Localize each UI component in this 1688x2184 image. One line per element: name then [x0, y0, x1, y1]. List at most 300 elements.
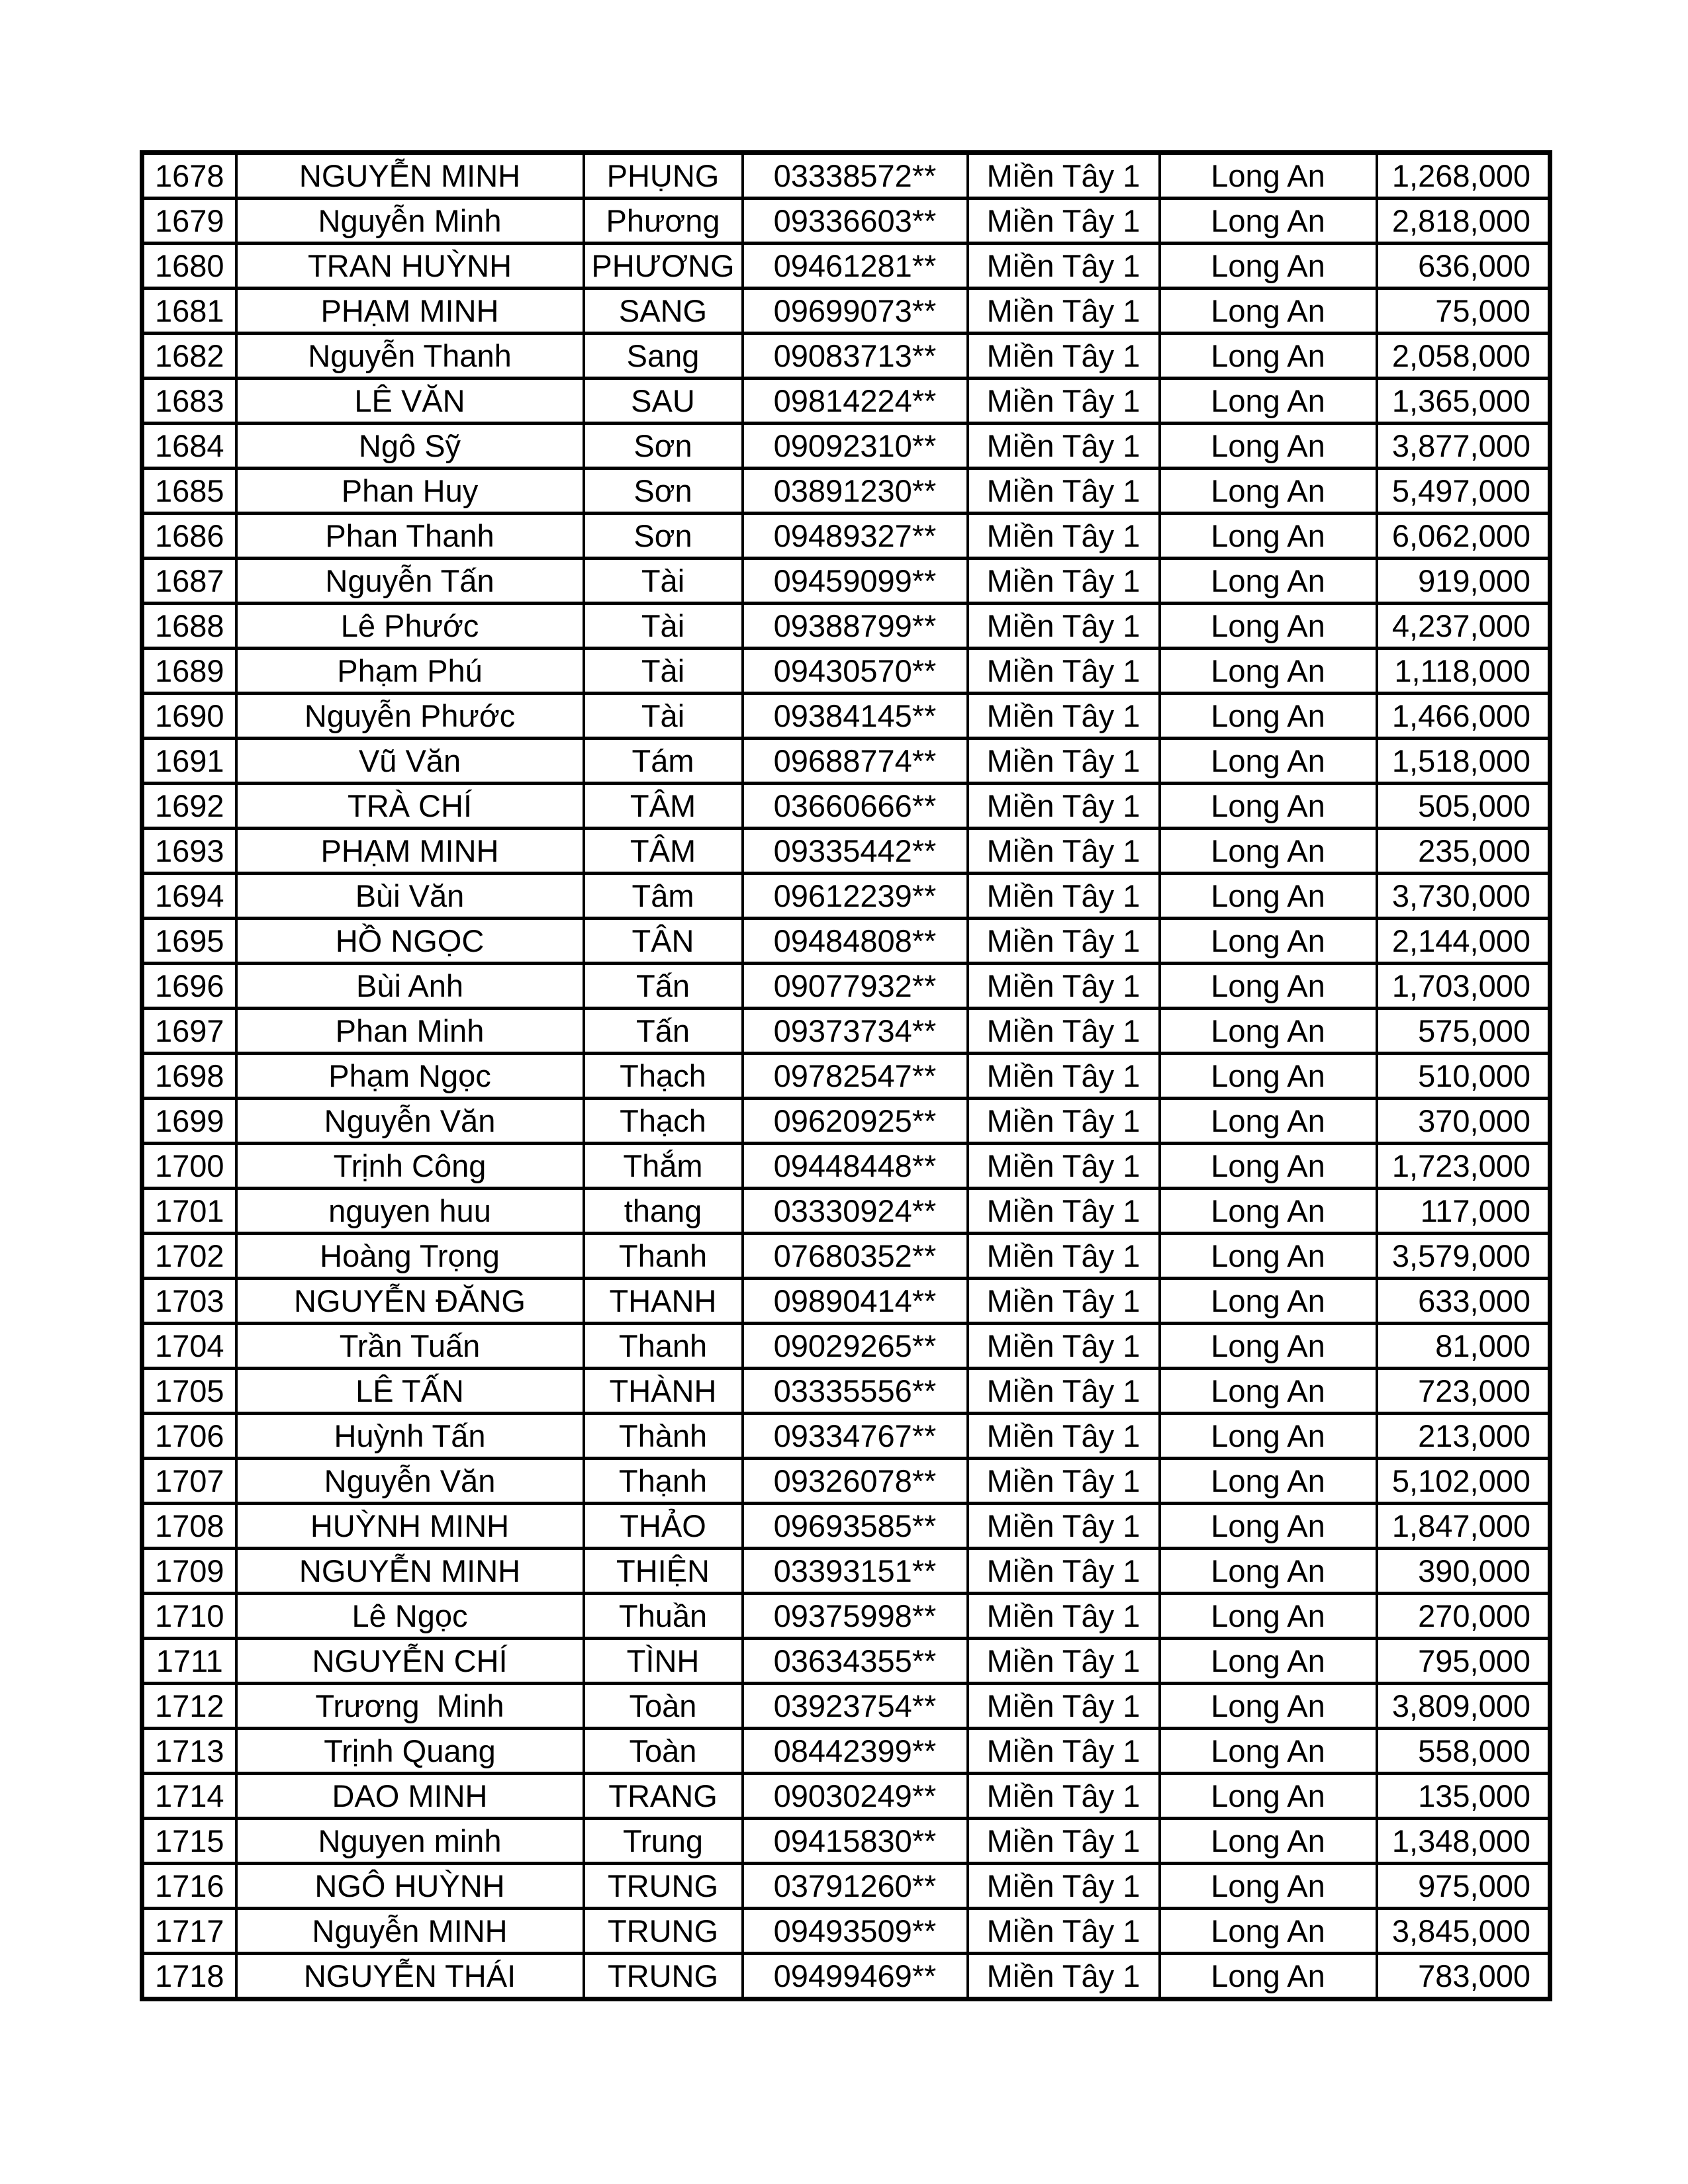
cell-first-name: Phan Thanh [236, 514, 584, 559]
cell-region: Miền Tây 1 [968, 694, 1160, 739]
cell-province: Long An [1160, 199, 1377, 244]
cell-last-name: Thuần [584, 1594, 743, 1639]
cell-region: Miền Tây 1 [968, 1819, 1160, 1864]
cell-first-name: NGUYỄN THÁI [236, 1954, 584, 1999]
cell-phone: 03660666** [743, 784, 968, 829]
cell-province: Long An [1160, 379, 1377, 424]
cell-phone: 09620925** [743, 1099, 968, 1144]
cell-region: Miền Tây 1 [968, 604, 1160, 649]
table-row [142, 694, 1550, 739]
cell-amount: 81,000 [1377, 1324, 1550, 1369]
table-row [142, 1639, 1550, 1684]
cell-province: Long An [1160, 1459, 1377, 1504]
cell-last-name: Sang [584, 334, 743, 379]
cell-id: 1684 [142, 424, 236, 469]
cell-region: Miền Tây 1 [968, 1684, 1160, 1729]
cell-region: Miền Tây 1 [968, 199, 1160, 244]
cell-province: Long An [1160, 1234, 1377, 1279]
cell-phone: 09326078** [743, 1459, 968, 1504]
cell-province: Long An [1160, 469, 1377, 514]
cell-phone: 09335442** [743, 829, 968, 874]
cell-amount: 795,000 [1377, 1639, 1550, 1684]
cell-first-name: Hoàng Trọng [236, 1234, 584, 1279]
cell-region: Miền Tây 1 [968, 1054, 1160, 1099]
cell-id: 1696 [142, 964, 236, 1009]
cell-id: 1689 [142, 649, 236, 694]
cell-phone: 09693585** [743, 1504, 968, 1549]
cell-region: Miền Tây 1 [968, 1324, 1160, 1369]
cell-phone: 09375998** [743, 1594, 968, 1639]
cell-region: Miền Tây 1 [968, 514, 1160, 559]
cell-amount: 558,000 [1377, 1729, 1550, 1774]
cell-amount: 1,365,000 [1377, 379, 1550, 424]
cell-last-name: Trung [584, 1819, 743, 1864]
cell-amount: 919,000 [1377, 559, 1550, 604]
cell-id: 1685 [142, 469, 236, 514]
cell-last-name: Toàn [584, 1684, 743, 1729]
cell-province: Long An [1160, 604, 1377, 649]
cell-region: Miền Tây 1 [968, 559, 1160, 604]
cell-region: Miền Tây 1 [968, 379, 1160, 424]
cell-id: 1679 [142, 199, 236, 244]
table-row [142, 874, 1550, 919]
cell-last-name: Thạch [584, 1099, 743, 1144]
cell-region: Miền Tây 1 [968, 1504, 1160, 1549]
cell-amount: 1,268,000 [1377, 153, 1550, 199]
cell-last-name: TRUNG [584, 1954, 743, 1999]
member-table-body [142, 153, 1550, 1999]
cell-last-name: thang [584, 1189, 743, 1234]
table-row [142, 1279, 1550, 1324]
table-row [142, 1909, 1550, 1954]
cell-amount: 636,000 [1377, 244, 1550, 289]
cell-first-name: Lê Ngọc [236, 1594, 584, 1639]
cell-amount: 2,058,000 [1377, 334, 1550, 379]
cell-id: 1711 [142, 1639, 236, 1684]
cell-province: Long An [1160, 1009, 1377, 1054]
cell-phone: 09336603** [743, 199, 968, 244]
cell-province: Long An [1160, 1684, 1377, 1729]
cell-province: Long An [1160, 1099, 1377, 1144]
cell-first-name: Nguyễn Văn [236, 1459, 584, 1504]
cell-first-name: Phan Huy [236, 469, 584, 514]
cell-province: Long An [1160, 739, 1377, 784]
cell-last-name: Thanh [584, 1324, 743, 1369]
cell-phone: 09388799** [743, 604, 968, 649]
cell-amount: 1,703,000 [1377, 964, 1550, 1009]
cell-province: Long An [1160, 1144, 1377, 1189]
cell-first-name: NGUYỄN MINH [236, 1549, 584, 1594]
cell-first-name: PHẠM MINH [236, 829, 584, 874]
cell-first-name: Trịnh Quang [236, 1729, 584, 1774]
cell-province: Long An [1160, 1864, 1377, 1909]
cell-first-name: Ngô Sỹ [236, 424, 584, 469]
cell-region: Miền Tây 1 [968, 1909, 1160, 1954]
cell-last-name: Thanh [584, 1234, 743, 1279]
cell-province: Long An [1160, 1774, 1377, 1819]
cell-id: 1694 [142, 874, 236, 919]
table-row [142, 1414, 1550, 1459]
cell-amount: 783,000 [1377, 1954, 1550, 1999]
cell-last-name: Tấn [584, 964, 743, 1009]
cell-province: Long An [1160, 1909, 1377, 1954]
cell-amount: 135,000 [1377, 1774, 1550, 1819]
table-row [142, 1369, 1550, 1414]
cell-id: 1700 [142, 1144, 236, 1189]
cell-id: 1702 [142, 1234, 236, 1279]
cell-amount: 723,000 [1377, 1369, 1550, 1414]
cell-phone: 03393151** [743, 1549, 968, 1594]
cell-last-name: SANG [584, 289, 743, 334]
cell-region: Miền Tây 1 [968, 964, 1160, 1009]
table-row [142, 424, 1550, 469]
cell-first-name: Bùi Anh [236, 964, 584, 1009]
cell-province: Long An [1160, 289, 1377, 334]
cell-first-name: Vũ Văn [236, 739, 584, 784]
cell-first-name: Lê Phước [236, 604, 584, 649]
cell-id: 1705 [142, 1369, 236, 1414]
cell-region: Miền Tây 1 [968, 919, 1160, 964]
cell-region: Miền Tây 1 [968, 1864, 1160, 1909]
cell-amount: 390,000 [1377, 1549, 1550, 1594]
cell-last-name: THIỆN [584, 1549, 743, 1594]
cell-last-name: Thạch [584, 1054, 743, 1099]
cell-last-name: TRUNG [584, 1864, 743, 1909]
table-row [142, 829, 1550, 874]
cell-province: Long An [1160, 424, 1377, 469]
cell-last-name: Sơn [584, 424, 743, 469]
cell-amount: 270,000 [1377, 1594, 1550, 1639]
cell-region: Miền Tây 1 [968, 1009, 1160, 1054]
cell-province: Long An [1160, 649, 1377, 694]
cell-id: 1714 [142, 1774, 236, 1819]
table-row [142, 1054, 1550, 1099]
cell-last-name: PHƯƠNG [584, 244, 743, 289]
cell-phone: 09030249** [743, 1774, 968, 1819]
table-row [142, 153, 1550, 199]
cell-last-name: Toàn [584, 1729, 743, 1774]
cell-id: 1688 [142, 604, 236, 649]
cell-amount: 235,000 [1377, 829, 1550, 874]
cell-amount: 3,579,000 [1377, 1234, 1550, 1279]
cell-first-name: NGÔ HUỲNH [236, 1864, 584, 1909]
cell-province: Long An [1160, 784, 1377, 829]
cell-region: Miền Tây 1 [968, 1189, 1160, 1234]
cell-first-name: NGUYỄN ĐĂNG [236, 1279, 584, 1324]
table-row [142, 514, 1550, 559]
cell-first-name: Nguyễn Văn [236, 1099, 584, 1144]
table-row [142, 784, 1550, 829]
cell-id: 1701 [142, 1189, 236, 1234]
table-row [142, 1009, 1550, 1054]
cell-phone: 09373734** [743, 1009, 968, 1054]
cell-last-name: TÌNH [584, 1639, 743, 1684]
cell-region: Miền Tây 1 [968, 649, 1160, 694]
cell-id: 1718 [142, 1954, 236, 1999]
cell-last-name: Tám [584, 739, 743, 784]
table-row [142, 1729, 1550, 1774]
table-row [142, 1819, 1550, 1864]
cell-first-name: Trương Minh [236, 1684, 584, 1729]
cell-last-name: Thành [584, 1414, 743, 1459]
cell-amount: 2,818,000 [1377, 199, 1550, 244]
table-row [142, 964, 1550, 1009]
cell-region: Miền Tây 1 [968, 784, 1160, 829]
cell-region: Miền Tây 1 [968, 469, 1160, 514]
cell-amount: 117,000 [1377, 1189, 1550, 1234]
cell-region: Miền Tây 1 [968, 1414, 1160, 1459]
table-row [142, 379, 1550, 424]
cell-first-name: HUỲNH MINH [236, 1504, 584, 1549]
cell-id: 1706 [142, 1414, 236, 1459]
cell-first-name: TRÀ CHÍ [236, 784, 584, 829]
cell-last-name: Tài [584, 559, 743, 604]
cell-first-name: LÊ VĂN [236, 379, 584, 424]
cell-first-name: HỒ NGỌC [236, 919, 584, 964]
cell-province: Long An [1160, 559, 1377, 604]
cell-id: 1683 [142, 379, 236, 424]
cell-amount: 75,000 [1377, 289, 1550, 334]
cell-id: 1699 [142, 1099, 236, 1144]
cell-amount: 505,000 [1377, 784, 1550, 829]
cell-id: 1715 [142, 1819, 236, 1864]
cell-first-name: Nguyễn Tấn [236, 559, 584, 604]
cell-region: Miền Tây 1 [968, 1549, 1160, 1594]
cell-province: Long An [1160, 334, 1377, 379]
cell-phone: 09083713** [743, 334, 968, 379]
cell-last-name: THANH [584, 1279, 743, 1324]
cell-id: 1691 [142, 739, 236, 784]
cell-region: Miền Tây 1 [968, 1954, 1160, 1999]
cell-first-name: Trần Tuấn [236, 1324, 584, 1369]
cell-province: Long An [1160, 694, 1377, 739]
cell-amount: 3,809,000 [1377, 1684, 1550, 1729]
cell-phone: 09699073** [743, 289, 968, 334]
cell-first-name: NGUYỄN CHÍ [236, 1639, 584, 1684]
table-row [142, 1144, 1550, 1189]
cell-first-name: LÊ TẤN [236, 1369, 584, 1414]
cell-region: Miền Tây 1 [968, 1774, 1160, 1819]
cell-last-name: TÂM [584, 784, 743, 829]
cell-province: Long An [1160, 1594, 1377, 1639]
cell-province: Long An [1160, 1279, 1377, 1324]
cell-last-name: THÀNH [584, 1369, 743, 1414]
cell-first-name: Nguyễn Thanh [236, 334, 584, 379]
cell-id: 1687 [142, 559, 236, 604]
cell-phone: 09430570** [743, 649, 968, 694]
table-row [142, 604, 1550, 649]
cell-phone: 09077932** [743, 964, 968, 1009]
cell-first-name: Bùi Văn [236, 874, 584, 919]
cell-region: Miền Tây 1 [968, 334, 1160, 379]
cell-last-name: Tài [584, 694, 743, 739]
cell-phone: 09334767** [743, 1414, 968, 1459]
cell-amount: 975,000 [1377, 1864, 1550, 1909]
cell-id: 1690 [142, 694, 236, 739]
cell-first-name: Nguyễn Minh [236, 199, 584, 244]
cell-first-name: Nguyen minh [236, 1819, 584, 1864]
cell-id: 1707 [142, 1459, 236, 1504]
cell-last-name: TÂN [584, 919, 743, 964]
cell-id: 1713 [142, 1729, 236, 1774]
cell-first-name: Phạm Ngọc [236, 1054, 584, 1099]
cell-first-name: PHẠM MINH [236, 289, 584, 334]
cell-region: Miền Tây 1 [968, 874, 1160, 919]
cell-phone: 03791260** [743, 1864, 968, 1909]
cell-id: 1692 [142, 784, 236, 829]
table-row [142, 1324, 1550, 1369]
cell-phone: 09461281** [743, 244, 968, 289]
cell-province: Long An [1160, 1819, 1377, 1864]
table-row [142, 199, 1550, 244]
cell-amount: 3,730,000 [1377, 874, 1550, 919]
cell-province: Long An [1160, 244, 1377, 289]
cell-amount: 213,000 [1377, 1414, 1550, 1459]
cell-first-name: DAO MINH [236, 1774, 584, 1819]
table-row [142, 1594, 1550, 1639]
table-row [142, 1549, 1550, 1594]
cell-amount: 575,000 [1377, 1009, 1550, 1054]
table-row [142, 559, 1550, 604]
cell-phone: 09493509** [743, 1909, 968, 1954]
table-row [142, 244, 1550, 289]
table-row [142, 1684, 1550, 1729]
table-row [142, 1774, 1550, 1819]
cell-province: Long An [1160, 1549, 1377, 1594]
cell-last-name: Tấn [584, 1009, 743, 1054]
cell-last-name: SAU [584, 379, 743, 424]
cell-phone: 03891230** [743, 469, 968, 514]
cell-amount: 1,847,000 [1377, 1504, 1550, 1549]
table-row [142, 1864, 1550, 1909]
cell-amount: 370,000 [1377, 1099, 1550, 1144]
cell-phone: 03330924** [743, 1189, 968, 1234]
cell-last-name: Tâm [584, 874, 743, 919]
cell-id: 1708 [142, 1504, 236, 1549]
cell-last-name: Phương [584, 199, 743, 244]
cell-id: 1693 [142, 829, 236, 874]
cell-id: 1712 [142, 1684, 236, 1729]
cell-province: Long An [1160, 874, 1377, 919]
cell-region: Miền Tây 1 [968, 829, 1160, 874]
cell-province: Long An [1160, 964, 1377, 1009]
cell-phone: 09459099** [743, 559, 968, 604]
cell-phone: 03338572** [743, 153, 968, 199]
cell-phone: 09448448** [743, 1144, 968, 1189]
cell-region: Miền Tây 1 [968, 153, 1160, 199]
cell-phone: 03335556** [743, 1369, 968, 1414]
cell-last-name: Thắm [584, 1144, 743, 1189]
cell-region: Miền Tây 1 [968, 244, 1160, 289]
cell-amount: 1,518,000 [1377, 739, 1550, 784]
cell-phone: 07680352** [743, 1234, 968, 1279]
cell-phone: 09092310** [743, 424, 968, 469]
cell-province: Long An [1160, 1954, 1377, 1999]
cell-province: Long An [1160, 1054, 1377, 1099]
cell-province: Long An [1160, 919, 1377, 964]
cell-phone: 03923754** [743, 1684, 968, 1729]
cell-last-name: Sơn [584, 514, 743, 559]
cell-region: Miền Tây 1 [968, 1279, 1160, 1324]
cell-first-name: Phạm Phú [236, 649, 584, 694]
cell-first-name: NGUYỄN MINH [236, 153, 584, 199]
cell-id: 1686 [142, 514, 236, 559]
cell-id: 1698 [142, 1054, 236, 1099]
cell-id: 1716 [142, 1864, 236, 1909]
table-row [142, 1189, 1550, 1234]
cell-region: Miền Tây 1 [968, 1594, 1160, 1639]
cell-region: Miền Tây 1 [968, 424, 1160, 469]
table-row [142, 919, 1550, 964]
cell-region: Miền Tây 1 [968, 1459, 1160, 1504]
table-row [142, 289, 1550, 334]
cell-region: Miền Tây 1 [968, 1369, 1160, 1414]
cell-first-name: Trịnh Công [236, 1144, 584, 1189]
cell-phone: 09688774** [743, 739, 968, 784]
cell-phone: 09612239** [743, 874, 968, 919]
cell-id: 1682 [142, 334, 236, 379]
cell-region: Miền Tây 1 [968, 1144, 1160, 1189]
cell-region: Miền Tây 1 [968, 289, 1160, 334]
cell-first-name: Nguyễn MINH [236, 1909, 584, 1954]
cell-amount: 1,348,000 [1377, 1819, 1550, 1864]
cell-id: 1717 [142, 1909, 236, 1954]
table-row [142, 1234, 1550, 1279]
cell-phone: 09484808** [743, 919, 968, 964]
table-row [142, 1459, 1550, 1504]
cell-amount: 3,877,000 [1377, 424, 1550, 469]
cell-amount: 5,102,000 [1377, 1459, 1550, 1504]
member-table [140, 150, 1552, 2001]
cell-province: Long An [1160, 1504, 1377, 1549]
cell-amount: 1,118,000 [1377, 649, 1550, 694]
table-row [142, 649, 1550, 694]
cell-province: Long An [1160, 1414, 1377, 1459]
cell-amount: 1,466,000 [1377, 694, 1550, 739]
cell-last-name: Tài [584, 604, 743, 649]
cell-id: 1703 [142, 1279, 236, 1324]
cell-province: Long An [1160, 1369, 1377, 1414]
cell-first-name: Nguyễn Phước [236, 694, 584, 739]
cell-phone: 09029265** [743, 1324, 968, 1369]
cell-id: 1680 [142, 244, 236, 289]
table-row [142, 1504, 1550, 1549]
cell-last-name: Tài [584, 649, 743, 694]
cell-id: 1710 [142, 1594, 236, 1639]
table-row [142, 469, 1550, 514]
cell-last-name: TRANG [584, 1774, 743, 1819]
cell-id: 1678 [142, 153, 236, 199]
cell-province: Long An [1160, 829, 1377, 874]
cell-province: Long An [1160, 1189, 1377, 1234]
cell-last-name: THẢO [584, 1504, 743, 1549]
table-row [142, 739, 1550, 784]
cell-id: 1709 [142, 1549, 236, 1594]
cell-region: Miền Tây 1 [968, 1729, 1160, 1774]
cell-region: Miền Tây 1 [968, 1099, 1160, 1144]
cell-province: Long An [1160, 1639, 1377, 1684]
cell-phone: 09415830** [743, 1819, 968, 1864]
cell-amount: 5,497,000 [1377, 469, 1550, 514]
cell-amount: 2,144,000 [1377, 919, 1550, 964]
cell-province: Long An [1160, 514, 1377, 559]
cell-last-name: TRUNG [584, 1909, 743, 1954]
cell-phone: 09890414** [743, 1279, 968, 1324]
cell-phone: 09814224** [743, 379, 968, 424]
cell-id: 1681 [142, 289, 236, 334]
cell-region: Miền Tây 1 [968, 739, 1160, 784]
cell-region: Miền Tây 1 [968, 1234, 1160, 1279]
